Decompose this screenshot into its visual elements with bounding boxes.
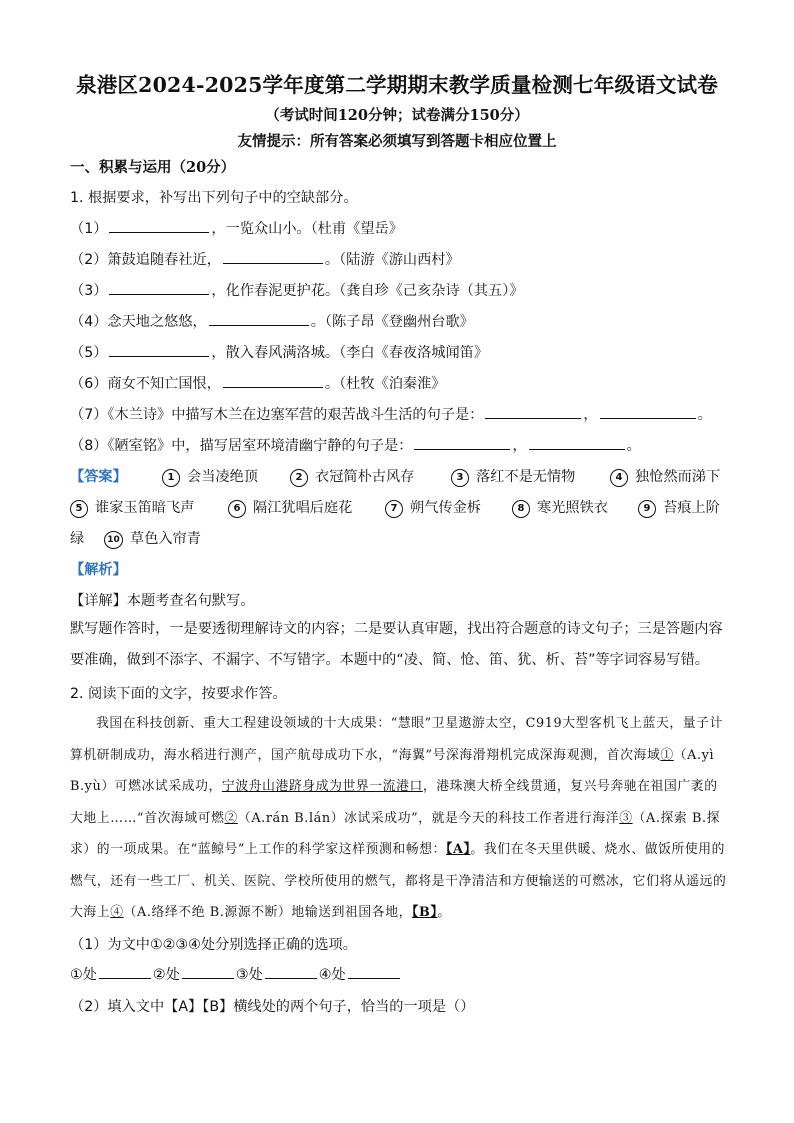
q1-item-4-post: 。（陈子昂《登幽州台歌》 <box>310 314 474 330</box>
answer-blank[interactable] <box>265 964 317 979</box>
exam-title: 泉港区2024-2025学年度第二学期期末教学质量检测七年级语文试卷 <box>76 73 718 97</box>
passage-text: 我国在科技创新、重大工程建设领域的十大成果：“慧眼”卫星遨游太空，C919大型客机飞上蓝天，量子计算机研制成功，海水稻进行测产，国产航母成功下水，“海翼”号深海滑翔机完成深海观测，首次海域 <box>70 716 723 763</box>
answer-blank[interactable] <box>99 964 151 979</box>
answer-text: 落红不是无情物 <box>476 469 576 485</box>
q1-item-6-pre: （6）商女不知亡国恨， <box>70 376 221 392</box>
analysis-detail: 【详解】本题考查名句默写。 <box>70 593 255 609</box>
q1-item-6-post: 。（杜牧《泊秦淮》 <box>324 376 446 392</box>
answer-item <box>162 466 258 487</box>
number-badge: 3 <box>451 469 469 487</box>
q1-item-2-pre: （2）箫鼓追随春社近， <box>70 252 221 268</box>
answer-text: 会当凌绝顶 <box>187 469 258 485</box>
q2-sub-2: （2）填入文中【A】【B】横线处的两个句子，恰当的一项是（） <box>70 999 475 1015</box>
q1-item-5-pre: （5） <box>70 345 108 361</box>
q1-item-4 <box>70 311 474 331</box>
number-badge: 4 <box>610 469 628 487</box>
answer-item <box>228 497 352 518</box>
answer-text: 隔江犹唱后庭花 <box>253 500 353 516</box>
q1-item-8-pre: （8）《陋室铭》中，描写居室环境清幽宁静的句子是： <box>70 438 413 454</box>
answer-text: 谁家玉笛暗飞声 <box>95 500 195 516</box>
q1-item-1 <box>70 218 403 238</box>
fill-label: ④处 <box>318 967 346 983</box>
q1-item-2-post: 。（陆游《游山西村》 <box>324 252 460 268</box>
passage-text: 。我们在冬天里供暖、烧水、做饭所使用的燃气，还有一些工厂、机关、医院、学校所使用的燃气，都将是干净清洁和方便输送的可燃冰，它们将从遥远的大海上 <box>70 842 727 920</box>
q1-item-8 <box>70 435 641 455</box>
passage-text: （A.yì B.yù）可燃冰试采成功， <box>70 747 715 794</box>
q1-item-5-post: ，散入春风满洛城。（李白《春夜洛城闻笛》 <box>211 345 489 361</box>
reading-passage <box>70 708 730 929</box>
q2-fill-row <box>70 964 402 984</box>
answer-text: 朔气传金柝 <box>410 500 481 516</box>
answer-blank[interactable] <box>109 218 209 233</box>
underlined-sentence: 宁波舟山港跻身成为世界一流港口 <box>221 779 423 794</box>
q1-item-5 <box>70 342 488 362</box>
separator: ， <box>512 438 527 454</box>
analysis-paragraph: 默写题作答时，一是要透彻理解诗文的内容；二是要认真审题，找出符合题意的诗文句子；三是答题内容要准确，做到不添字、不漏字、不写错字。本题中的“凌、简、怆、笛、犹、析、苔”等字词容易写错。 <box>70 621 723 668</box>
answer-blank[interactable] <box>109 342 209 357</box>
number-badge: 7 <box>385 500 403 518</box>
fill-label: ②处 <box>152 967 180 983</box>
answer-row-2 <box>70 497 730 517</box>
answer-item <box>610 466 720 487</box>
section-heading: 一、积累与运用（20分） <box>70 159 236 176</box>
exam-subtitle: （考试时间120分钟；试卷满分150分） <box>265 107 529 124</box>
number-badge: 8 <box>512 500 530 518</box>
answer-blank[interactable] <box>109 280 209 295</box>
passage-text: ，港珠澳大桥全线贯通，复兴号奔驰在祖国广袤的大地上……“首次海域可燃 <box>70 779 718 826</box>
separator: ， <box>583 407 598 423</box>
answer-blank[interactable] <box>182 964 234 979</box>
period: 。 <box>626 438 641 454</box>
answer-wrap-text: 绿 <box>70 531 85 547</box>
marker-4: ④ <box>110 905 124 920</box>
marker-3: ③ <box>619 810 633 826</box>
marker-1: ① <box>660 747 674 763</box>
answer-blank[interactable] <box>485 404 581 419</box>
answer-item <box>70 497 194 518</box>
q1-item-4-pre: （4）念天地之悠悠， <box>70 314 207 330</box>
marker-2: ② <box>224 810 238 826</box>
period: 。 <box>697 407 712 423</box>
answer-item <box>638 497 720 518</box>
answer-item <box>104 528 201 549</box>
passage-text: （A.络绎不绝 B.源源不断）地输送到祖国各地， <box>123 905 412 920</box>
answer-item <box>290 466 414 487</box>
passage-text: （A.探索 B.探求）的一项成果。在“蓝鲸号”上工作的科学家这样预测和畅想： <box>70 810 721 857</box>
answer-row-1 <box>70 466 730 486</box>
blank-B: 【B】 <box>412 905 438 920</box>
answer-row-3 <box>70 528 730 548</box>
answer-blank[interactable] <box>209 311 309 326</box>
question-2-stem: 2. 阅读下面的文字，按要求作答。 <box>70 686 287 702</box>
number-badge: 5 <box>70 500 88 518</box>
blank-A: 【A】 <box>446 842 471 857</box>
passage-text: （A.rán B.lán）冰试采成功”，就是今天的科技工作者进行海洋 <box>237 810 620 826</box>
q2-sub-1: （1）为文中①②③④处分别选择正确的选项。 <box>70 937 357 953</box>
analysis-tag: 【解析】 <box>70 562 127 578</box>
answer-blank[interactable] <box>348 964 400 979</box>
answer-text: 独怆然而涕下 <box>635 469 721 485</box>
number-badge: 1 <box>162 469 180 487</box>
fill-label: ③处 <box>235 967 263 983</box>
question-1-stem: 1. 根据要求，补写出下列句子中的空缺部分。 <box>70 190 358 206</box>
number-badge: 6 <box>228 500 246 518</box>
answer-blank[interactable] <box>223 249 323 264</box>
answer-item <box>512 497 608 518</box>
q1-item-6 <box>70 373 446 393</box>
answer-item <box>385 497 481 518</box>
number-badge: 2 <box>290 469 308 487</box>
answer-tag: 【答案】 <box>70 469 127 485</box>
q1-item-7 <box>70 404 712 424</box>
q1-item-2 <box>70 249 460 269</box>
answer-text: 苔痕上阶 <box>663 500 720 516</box>
number-badge: 10 <box>104 531 123 549</box>
answer-blank[interactable] <box>600 404 696 419</box>
answer-text: 草色入帘青 <box>130 531 201 547</box>
answer-text: 寒光照铁衣 <box>537 500 608 516</box>
answer-blank[interactable] <box>223 373 323 388</box>
q1-item-7-pre: （7）《木兰诗》中描写木兰在边塞军营的艰苦战斗生活的句子是： <box>70 407 484 423</box>
q1-item-1-pre: （1） <box>70 221 108 237</box>
fill-label: ①处 <box>70 967 97 983</box>
number-badge: 9 <box>638 500 656 518</box>
friendly-tip: 友情提示：所有答案必须填写到答题卡相应位置上 <box>237 133 557 150</box>
q1-item-3-post: ，化作春泥更护花。（龚自珍《己亥杂诗（其五）》 <box>211 283 524 299</box>
answer-blank[interactable] <box>414 435 510 450</box>
answer-item <box>451 466 575 487</box>
q1-item-3 <box>70 280 524 300</box>
passage-text: 。 <box>437 905 451 920</box>
q1-item-1-post: ，一览众山小。（杜甫《望岳》 <box>211 221 403 237</box>
q1-item-3-pre: （3） <box>70 283 108 299</box>
answer-blank[interactable] <box>529 435 625 450</box>
answer-text: 衣冠简朴古风存 <box>315 469 415 485</box>
